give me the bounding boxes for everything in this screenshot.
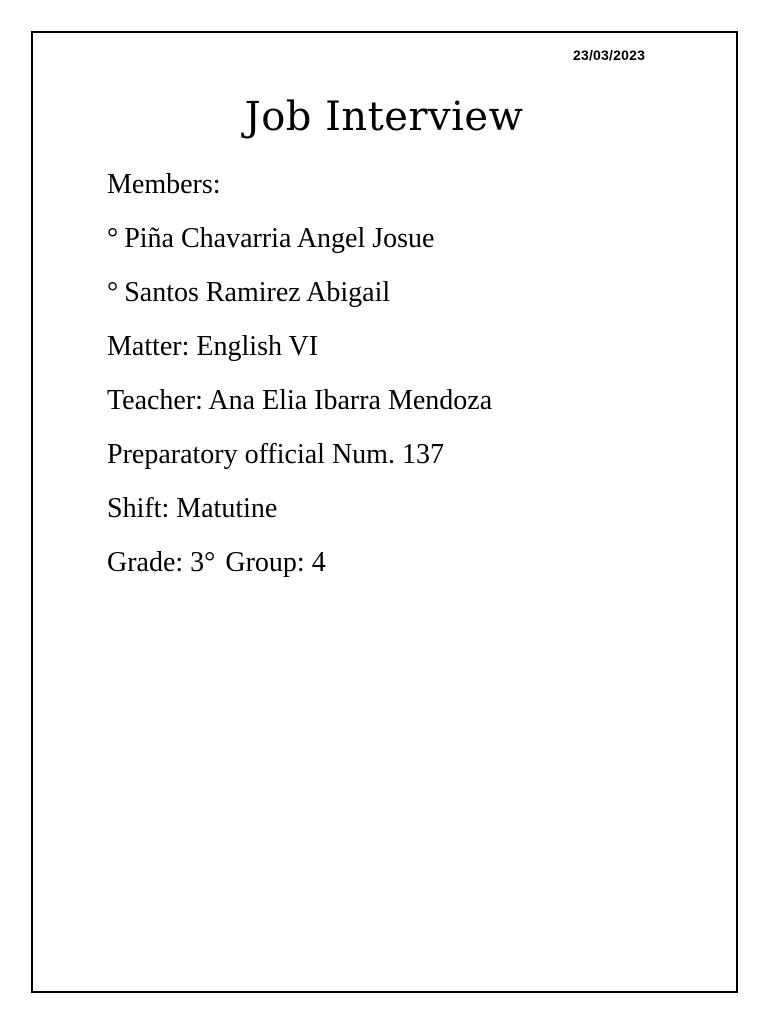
document-date: 23/03/2023 (573, 47, 646, 63)
members-label: Members: (107, 169, 221, 200)
grade-group-line (107, 549, 326, 577)
teacher-line: Teacher: Ana Elia Ibarra Mendoza (107, 385, 493, 416)
grade-value: Grade: 3° (107, 547, 216, 578)
bullet-icon: ° (107, 223, 119, 254)
group-value: Group: 4 (225, 547, 326, 578)
member-item (107, 279, 390, 307)
member-name: Santos Ramirez Abigail (124, 277, 391, 308)
matter-line: Matter: English VI (107, 331, 319, 362)
member-name: Piña Chavarria Angel Josue (124, 223, 435, 254)
document-title: Job Interview (244, 94, 524, 140)
bullet-icon: ° (107, 277, 119, 308)
member-item (107, 225, 434, 253)
shift-line: Shift: Matutine (107, 493, 278, 524)
school-line: Preparatory official Num. 137 (107, 439, 444, 470)
